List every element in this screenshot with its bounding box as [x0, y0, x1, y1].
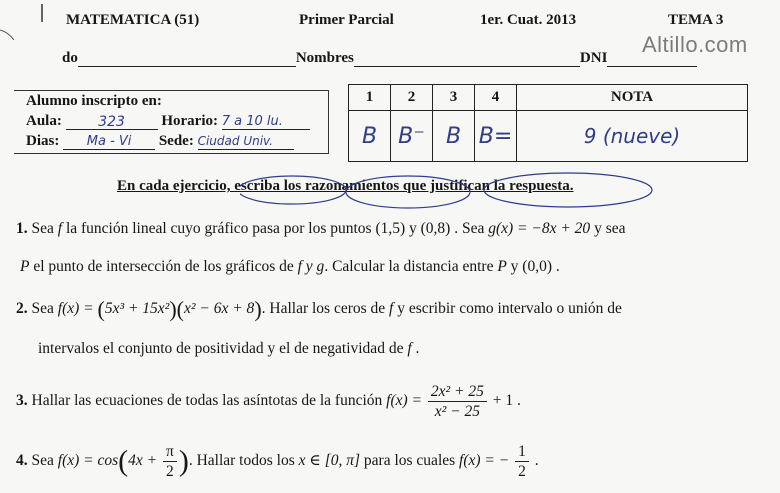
exercise-number: 3. [16, 392, 28, 410]
math: f [389, 300, 394, 317]
text: . [415, 340, 420, 357]
exercise-1-line-1 [16, 220, 625, 238]
denominator: 2 [166, 463, 174, 480]
dni-label: DNI [579, 50, 608, 66]
tema-label: TEMA 3 [668, 12, 724, 28]
math: f(x) = [386, 392, 422, 410]
apellido-field [78, 51, 296, 67]
exercise-2-line-1: 2. Sea f(x) = (5x³ + 15x²)(x² − 6x + 8). Hallar los ceros de f y escribir como intervalo o unión de [16, 296, 622, 322]
numerator: π [163, 442, 177, 462]
exercise-number: 4. [16, 452, 28, 470]
grade-header: 4 [475, 85, 517, 111]
text: intervalos el conjunto de positividad y el de negatividad de [38, 340, 404, 357]
aula-value: 323 [66, 114, 158, 130]
grades-value-row [349, 111, 748, 162]
nombres-field [354, 51, 580, 67]
math: P [497, 258, 507, 275]
exercise-number: 2. [16, 300, 28, 317]
math: P [20, 258, 30, 275]
exercise-number: 1. [16, 220, 28, 237]
math: f(x) = [57, 300, 98, 317]
grade-cell: B⁻ [391, 111, 433, 162]
grade-header: 1 [349, 85, 391, 111]
math: f [57, 220, 63, 237]
numerator: 1 [515, 442, 529, 462]
aula-label: Aula: [26, 113, 62, 129]
horario-value: 7 a 10 lu. [222, 114, 310, 130]
subject-title: MATEMATICA (51) [66, 12, 200, 28]
text: la función lineal cuyo gráfico pasa por los puntos (1,5) y (0,8) . Sea [65, 220, 485, 237]
dias-label: Dias: [26, 133, 60, 149]
fraction [428, 382, 487, 421]
dni-field [607, 51, 697, 67]
nota-cell: 9 (nueve) [517, 111, 748, 162]
exercise-1-line-2 [20, 258, 560, 276]
watermark-logo: Altillo.com [642, 32, 748, 57]
nombres-label: Nombres [295, 50, 354, 66]
exercise-4: 4. Sea f(x) = cos(4x + $\frac{\pi}{2}$ ). Hallar todos los x ∈ [0, π] para los cuales f(x) = − $\frac{1}{2}$ . [16, 443, 539, 480]
denominator: 2 [518, 463, 526, 480]
grade-cell: B= [475, 111, 517, 162]
text: y sea [594, 220, 626, 237]
text: . Calcular la distancia entre [324, 258, 494, 275]
text: para los cuales [363, 452, 456, 470]
math: 5x³ + 15x² [104, 300, 170, 317]
grades-header-row [349, 85, 748, 111]
exercise-3 [16, 382, 521, 421]
grade-cell: B [349, 111, 391, 162]
math: g(x) = −8x + 20 [488, 220, 591, 237]
dias-value: Ma - Vi [63, 134, 155, 150]
denominator: x² − 25 [434, 403, 480, 420]
text: . [534, 452, 539, 470]
math: 4x + [128, 452, 158, 470]
text: y escribir como intervalo o unión de [397, 300, 622, 317]
nota-header: NOTA [517, 85, 748, 111]
pen-marks [240, 168, 660, 214]
dias-row [26, 133, 294, 150]
grade-cell: B [433, 111, 475, 162]
text: Hallar las ecuaciones de todas las asíntotas de la función [31, 392, 383, 410]
horario-label: Horario: [161, 113, 218, 129]
apellido-label: do [62, 50, 78, 66]
grade-header: 2 [391, 85, 433, 111]
text: el punto de intersección de los gráficos de [33, 258, 294, 275]
sede-label: Sede: [158, 133, 194, 149]
exercise-2-line-2 [38, 340, 419, 358]
math: x ∈ [0, π] [298, 452, 361, 470]
fraction [515, 442, 529, 481]
grades-table [348, 84, 748, 162]
text: Sea [31, 300, 54, 317]
text: . Hallar los ceros de [261, 300, 386, 317]
fraction [163, 442, 177, 481]
student-box-title: Alumno inscripto en: [26, 93, 162, 109]
text: . Hallar todos los [188, 452, 295, 470]
math: x² − 6x + 8 [183, 300, 255, 317]
math: f(x) = − [459, 452, 510, 470]
math: f [407, 340, 412, 357]
numerator: 2x² + 25 [428, 382, 487, 402]
grade-header: 3 [433, 85, 475, 111]
text: Sea [31, 220, 54, 237]
exam-title: Primer Parcial [299, 12, 394, 28]
id-row [62, 50, 697, 67]
exam-period: 1er. Cuat. 2013 [480, 12, 577, 28]
math: f(x) = cos [57, 452, 119, 470]
math: f y g [297, 258, 325, 275]
instructions: En cada ejercicio, escriba los razonamientos que justifican la respuesta. [117, 178, 574, 194]
math: + 1 . [492, 392, 521, 410]
text: Sea [31, 452, 54, 470]
aula-row [26, 113, 310, 130]
text: y (0,0) . [510, 258, 560, 275]
sede-value: Ciudad Univ. [198, 134, 294, 150]
corner-mark [0, 0, 60, 60]
